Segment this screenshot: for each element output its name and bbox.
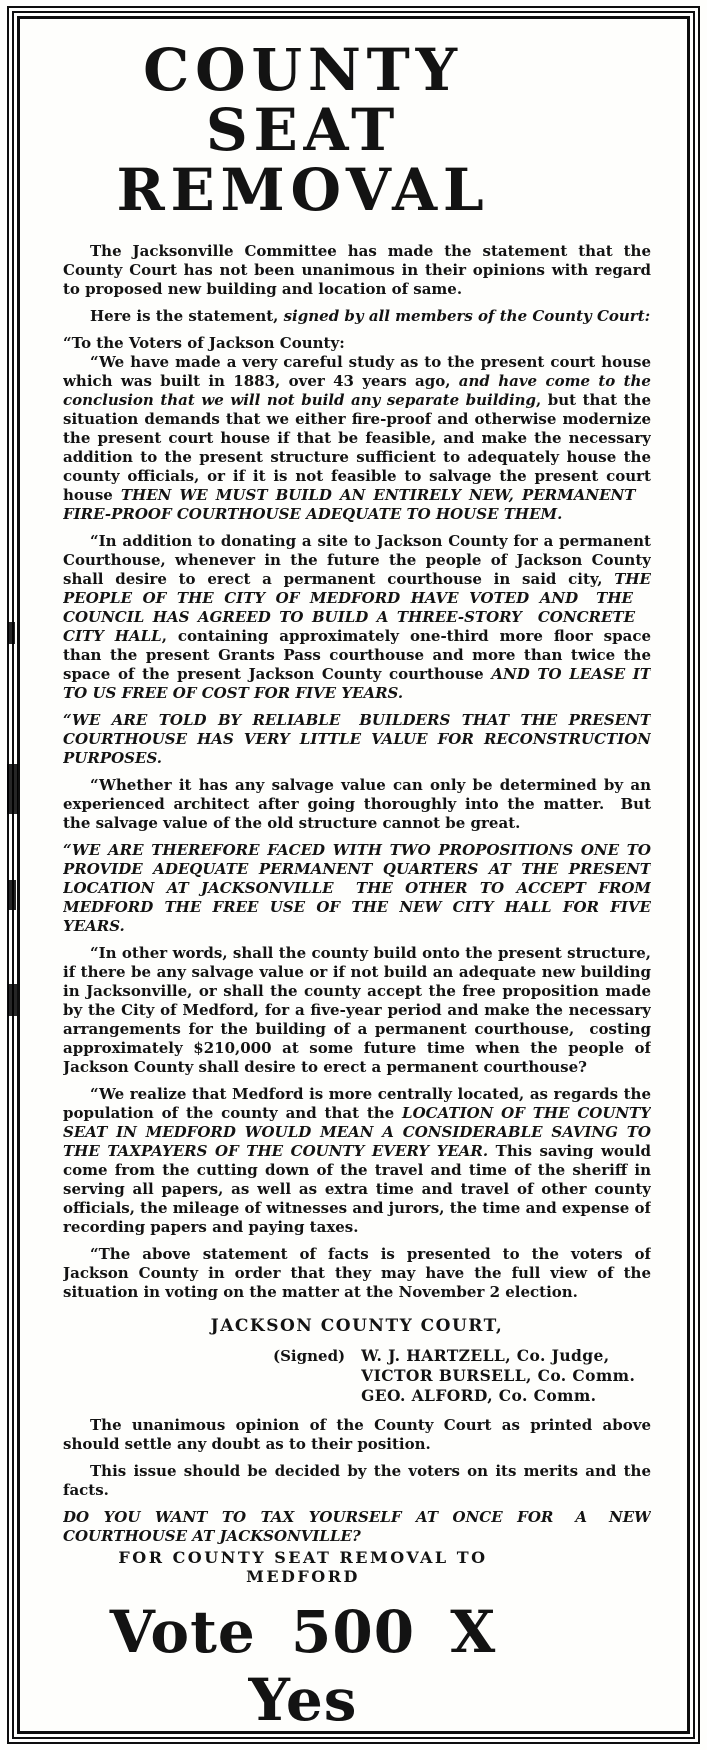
text-run: This issue should be decided by the voters on its merits and the facts. bbox=[63, 1462, 651, 1499]
emphasis-text: “WE ARE THEREFORE FACED WITH TWO PROPOSITIONS ONE TO PROVIDE ADEQUATE PERMANENT QUARTERS AT THE PRESENT LOCATION AT JACKSONVILLE THE OTHER TO ACCEPT FROM MEDFORD THE FREE USE OF THE NEW CITY HALL FOR FIVE YEARS. bbox=[63, 841, 651, 935]
scan-artifact bbox=[8, 880, 16, 910]
text-run: This saving would come from the cutting down of the travel and time of the sheriff in serving all papers, as well as extra time and travel of other county officials, the mileage of witnesses and jurors, the time and expense of recording papers and paying taxes. bbox=[63, 1142, 651, 1236]
signature-names bbox=[361, 1346, 635, 1406]
paragraph bbox=[63, 1508, 651, 1546]
paragraph bbox=[63, 1416, 651, 1454]
statement-body bbox=[63, 242, 651, 1302]
text-run: The unanimous opinion of the County Court as printed above should settle any doubt as to their position. bbox=[63, 1416, 651, 1453]
scan-artifact bbox=[8, 984, 17, 1016]
text-run: “In addition to donating a site to Jackson County for a permanent Courthouse, whenever in the future the people of Jackson County shall desire to erect a permanent courthouse in said city, bbox=[63, 532, 651, 588]
advertisement-content bbox=[63, 26, 651, 1546]
signed-label: (Signed) bbox=[273, 1347, 346, 1365]
paragraph bbox=[63, 841, 651, 936]
signature-judge: W. J. HARTZELL, Co. Judge, bbox=[361, 1346, 610, 1365]
paragraph bbox=[63, 532, 651, 703]
paragraph bbox=[63, 711, 651, 768]
paragraph bbox=[63, 1085, 651, 1237]
text-run: “In other words, shall the county build onto the present structure, if there be any salvage value or if not build an adequate new building in Jacksonville, or shall the county accept the free proposition made by the City of Medford, for a five-year period and make the necessary arrangements for the building of a permanent courthouse, costing approximately $210,000 at some future time when the people of Jackson County shall desire to erect a permanent courthouse? bbox=[63, 944, 651, 1076]
emphasis-text: and have come to the conclusion that we will not build any separate building bbox=[63, 372, 651, 409]
paragraph bbox=[63, 944, 651, 1077]
closing-paragraphs bbox=[63, 1416, 651, 1546]
headline-line-1: COUNTY bbox=[143, 36, 463, 104]
text-run: “Whether it has any salvage value can only be determined by an experienced architect after going thoroughly into the matter. But the salvage value of the old structure cannot be great. bbox=[63, 776, 651, 832]
text-run: Here is the statement, bbox=[90, 307, 284, 325]
footer bbox=[63, 1548, 651, 1750]
signature-commissioner-2: GEO. ALFORD, Co. Comm. bbox=[361, 1386, 597, 1405]
paragraph bbox=[63, 776, 651, 833]
paragraph bbox=[63, 334, 651, 353]
paragraph bbox=[63, 1245, 651, 1302]
text-run: “The above statement of facts is presented to the voters of Jackson County in order that they may have the full view of the situation in voting on the matter at the November 2 election. bbox=[63, 1245, 651, 1301]
emphasis-text: “WE ARE TOLD BY RELIABLE BUILDERS THAT THE PRESENT COURTHOUSE HAS VERY LITTLE VALUE FOR RECONSTRUCTION PURPOSES. bbox=[63, 711, 651, 767]
signature-commissioner-1: VICTOR BURSELL, Co. Comm. bbox=[361, 1366, 636, 1385]
text-run: The Jacksonville Committee has made the statement that the County Court has not been unanimous in their opinions with regard to proposed new building and location of same. bbox=[63, 242, 651, 298]
emphasis-text: LOCATION OF THE COUNTY SEAT IN MEDFORD WOULD MEAN A CONSIDERABLE SAVING TO THE TAXPAYERS OF THE COUNTY EVERY YEAR. bbox=[63, 1104, 651, 1160]
text-run: , but that the situation demands that we either fire-proof and otherwise modernize the present court house if that be feasible, and make the necessary addition to the present structure sufficient to adequately house the county officials, or if it is not feasible to salvage the present court house bbox=[63, 391, 651, 504]
court-name: JACKSON COUNTY COURT, bbox=[210, 1316, 504, 1336]
paragraph bbox=[63, 242, 651, 299]
headline-line-2: SEAT bbox=[205, 96, 401, 164]
text-run: “We realize that Medford is more centrally located, as regards the population of the county and that the bbox=[63, 1085, 651, 1122]
emphasis-text: AND TO LEASE IT TO US FREE OF COST FOR FIVE YEARS. bbox=[63, 665, 651, 702]
emphasis-text: DO YOU WANT TO TAX YOURSELF AT ONCE FOR A NEW COURTHOUSE AT JACKSONVILLE? bbox=[63, 1508, 651, 1545]
scan-artifact bbox=[7, 764, 18, 814]
paragraph bbox=[63, 353, 651, 524]
paragraph bbox=[63, 1462, 651, 1500]
headline bbox=[63, 36, 543, 224]
scan-artifact bbox=[8, 622, 15, 644]
vote-line: Vote 500 X Yes bbox=[109, 1598, 497, 1734]
slogan-line: FOR COUNTY SEAT REMOVAL TO MEDFORD bbox=[118, 1548, 488, 1586]
emphasis-text: signed by all members of the County Court: bbox=[283, 307, 651, 325]
text-run: “To the Voters of Jackson County: bbox=[63, 334, 345, 352]
emphasis-text: THEN WE MUST BUILD AN ENTIRELY NEW, PERMANENT FIRE-PROOF COURTHOUSE ADEQUATE TO HOUSE THEM. bbox=[63, 486, 651, 523]
text-run: , containing approximately one-third more floor space than the present Grants Pass courthouse and more than twice the space of the present Jackson County courthouse bbox=[63, 627, 651, 683]
signature-block bbox=[273, 1346, 651, 1406]
text-run: “We have made a very careful study as to the present court house which was built in 1883, over 43 years ago, bbox=[63, 353, 651, 390]
headline-line-3: REMOVAL bbox=[116, 156, 490, 224]
paragraph bbox=[63, 307, 651, 326]
emphasis-text: THE PEOPLE OF THE CITY OF MEDFORD HAVE VOTED AND THE COUNCIL HAS AGREED TO BUILD A THREE-STORY CONCRETE CITY HALL bbox=[63, 570, 651, 645]
